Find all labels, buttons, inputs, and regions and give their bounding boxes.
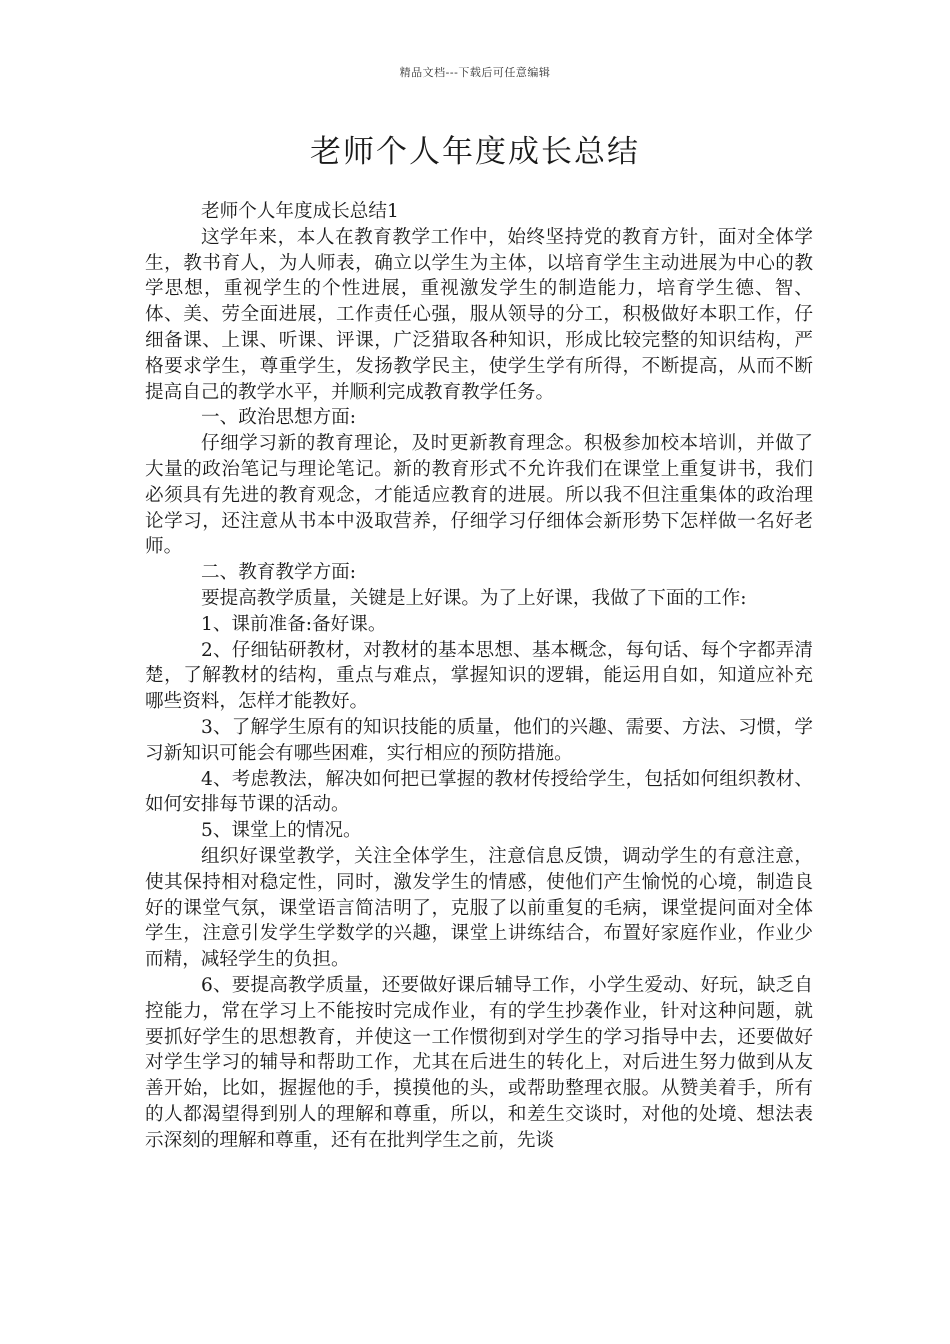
list-item: 4、考虑教法，解决如何把已掌握的教材传授给学生，包括如何组织教材、如何安排每节课的活动。 — [145, 768, 813, 816]
list-item: 5、课堂上的情况。 — [201, 820, 362, 842]
section-heading-politics: 一、政治思想方面: — [201, 407, 357, 429]
subtitle-paragraph: 老师个人年度成长总结1 — [201, 201, 399, 222]
body-paragraph: 这学年来，本人在教育教学工作中，始终坚持党的教育方针，面对全体学生，教书育人，为人师表，确立以学生为主体，以培育学生主动进展为中心的教学思想，重视学生的个性进展，重视激发学生的制造能力，培育学生德、智、体、美、劳全面进展，工作责任心强，服从领导的分工，积极做好本职工作，仔细备课、上课、听课、评课，广泛猎取各种知识，形成比较完整的知识结构，严格要求学生，尊重学生，发扬教学民主，使学生学有所得，不断提高，从而不断提高自己的教学水平，并顺利完成教育教学任务。 — [145, 226, 813, 403]
list-item: 6、要提高教学质量，还要做好课后辅导工作，小学生爱动、好玩，缺乏自控能力，常在学习上不能按时完成作业，有的学生抄袭作业，针对这种问题，就要抓好学生的思想教育，并使这一工作惯彻到对学生的学习指导中去，还要做好对学生学习的辅导和帮助工作，尤其在后进生的转化上，对后进生努力做到从友善开始，比如，握握他的手，摸摸他的头，或帮助整理衣服。从赞美着手，所有的人都渴望得到别人的理解和尊重，所以，和差生交谈时，对他的处境、想法表示深刻的理解和尊重，还有在批判学生之前，先谈 — [145, 974, 813, 1151]
section-heading-teaching: 二、教育教学方面: — [201, 562, 357, 584]
page-header-note: 精品文档---下载后可任意编辑 — [399, 66, 551, 79]
document-title: 老师个人年度成长总结 — [310, 134, 640, 170]
body-paragraph: 要提高教学质量，关键是上好课。为了上好课，我做了下面的工作: — [201, 587, 747, 609]
body-paragraph: 仔细学习新的教育理论，及时更新教育理念。积极参加校本培训，并做了大量的政治笔记与理论笔记。新的教育形式不允许我们在课堂上重复讲书，我们必须具有先进的教育观念，才能适应教育的进展。所以我不但注重集体的政治理论学习，还注意从书本中汲取营养，仔细学习仔细体会新形势下怎样做一名好老师。 — [145, 433, 813, 558]
list-item: 1、课前准备:备好课。 — [201, 613, 387, 635]
body-paragraph: 组织好课堂教学，关注全体学生，注意信息反馈，调动学生的有意注意，使其保持相对稳定性，同时，激发学生的情感，使他们产生愉悦的心境，制造良好的课堂气氛，课堂语言简洁明了，克服了以前重复的毛病，课堂提问面对全体学生，注意引发学生学数学的兴趣，课堂上讲练结合，布置好家庭作业，作业少而精，减轻学生的负担。 — [145, 845, 813, 971]
list-item: 3、了解学生原有的知识技能的质量，他们的兴趣、需要、方法、习惯，学习新知识可能会有哪些困难，实行相应的预防措施。 — [145, 716, 813, 764]
list-item: 2、仔细钻研教材，对教材的基本思想、基本概念，每句话、每个字都弄清楚，了解教材的结构，重点与难点，掌握知识的逻辑，能运用自如，知道应补充哪些资料，怎样才能教好。 — [145, 639, 813, 713]
document-body — [145, 199, 813, 1153]
